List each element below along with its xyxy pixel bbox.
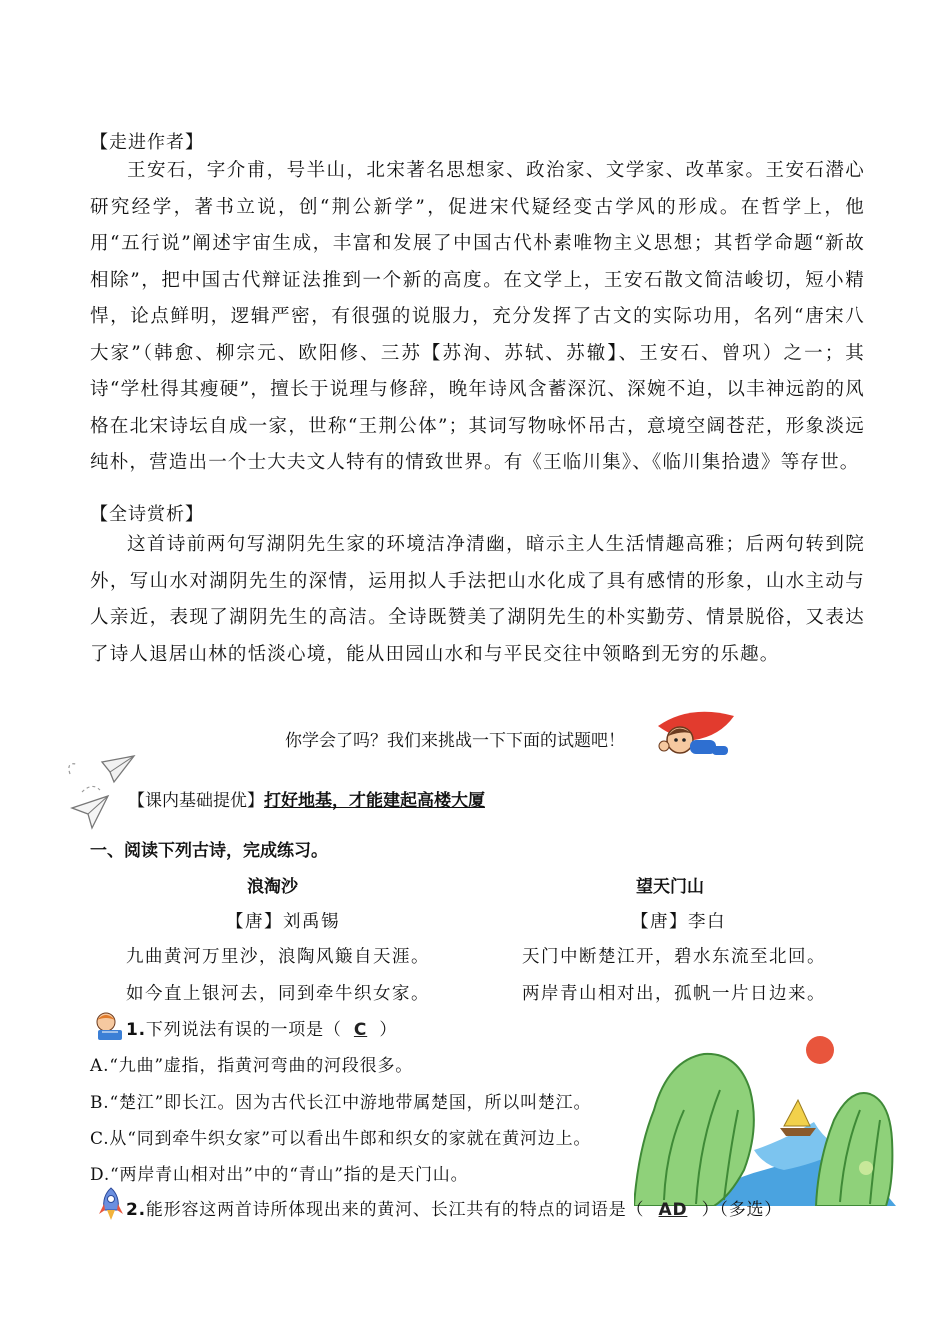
- mountain-river-illustration: [634, 1030, 896, 1206]
- poem2-line1: 天门中断楚江开，碧水东流至北回。: [522, 947, 826, 967]
- exercise-heading: 一、阅读下列古诗，完成练习。: [90, 841, 328, 861]
- poem1-line1: 九曲黄河万里沙，浪陶风簸自天涯。: [126, 947, 430, 967]
- reading-kid-icon: [92, 1010, 126, 1042]
- paper-plane-icon: [62, 752, 138, 834]
- q1-option-b: B.“楚江”即长江。因为古代长江中游地带属楚国，所以叫楚江。: [90, 1093, 592, 1113]
- author-text: 王安石，字介甫，号半山，北宋著名思想家、政治家、文学家、改革家。王安石潜心研究经学，著书立说，创“荆公新学”，促进宋代疑经变古学风的形成。在哲学上，他用“五行说”阐述宇宙生成，丰富和发展了中国古代朴素唯物主义思想；其哲学命题“新故相除”，把中国古代辩证法推到一个新的高度。在文学上，王安石散文简洁峻切，短小精悍，论点鲜明，逻辑严密，有很强的说服力，充分发挥了古文的实际功用，名列“唐宋八大家”（韩愈、柳宗元、欧阳修、三苏【苏洵、苏轼、苏辙】、王安石、曾巩）之一；其诗“学杜得其瘦硬”，擅长于说理与修辞，晚年诗风含蓄深沉、深婉不迫，以丰神远韵的风格在北宋诗坛自成一家，世称“王荆公体”；其词写物咏怀吊古，意境空阔苍茫，形象淡远纯朴，营造出一个士大夫文人特有的情致世界。有《王临川集》、《临川集拾遗》等存世。: [90, 160, 865, 473]
- basic-section-heading: [128, 786, 485, 811]
- q1-stem-end: ）: [379, 1020, 398, 1040]
- poem2-line2: 两岸青山相对出，孤帆一片日边来。: [522, 984, 826, 1004]
- analysis-paragraph: [90, 527, 865, 673]
- poem1-author: 【唐】刘禹锡: [226, 912, 340, 932]
- superhero-kid-icon: [650, 706, 738, 770]
- q1-number: 1.: [126, 1020, 146, 1040]
- author-heading: 【走进作者】: [90, 132, 204, 153]
- poem1-title: 浪淘沙: [247, 877, 298, 897]
- q2-stem-text: 能形容这两首诗所体现出来的黄河、长江共有的特点的词语是（: [145, 1200, 645, 1220]
- q1-option-a: A.“九曲”虚指，指黄河弯曲的河段很多。: [90, 1056, 414, 1076]
- rocket-icon: [96, 1186, 126, 1222]
- q1-answer: C: [353, 1020, 368, 1040]
- q1-option-d: D.“两岸青山相对出”中的“青山”指的是天门山。: [90, 1165, 469, 1185]
- basic-section-label: 【课内基础提优】: [128, 791, 264, 811]
- q1-option-c: C.从“同到牵牛织女家”可以看出牛郎和织女的家就在黄河边上。: [90, 1129, 592, 1149]
- q2-stem: [126, 1195, 782, 1220]
- q2-stem-end: ）（多选）: [701, 1200, 783, 1220]
- analysis-text: 这首诗前两句写湖阴先生家的环境洁净清幽，暗示主人生活情趣高雅；后两句转到院外，写山水对湖阴先生的深情，运用拟人手法把山水化成了具有感情的形象，山水主动与人亲近，表现了湖阴先生的高洁。全诗既赞美了湖阴先生的朴实勤劳、情景脱俗，又表达了诗人退居山林的恬淡心境，能从田园山水和与平民交往中领略到无穷的乐趣。: [90, 534, 865, 665]
- q2-number: 2.: [126, 1200, 146, 1220]
- analysis-heading: 【全诗赏析】: [90, 504, 204, 525]
- poem1-line2: 如今直上银河去，同到牵牛织女家。: [126, 984, 430, 1004]
- poem2-title: 望天门山: [636, 877, 704, 897]
- poem2-author: 【唐】李白: [631, 912, 726, 932]
- q1-stem: [126, 1015, 397, 1040]
- q1-stem-text: 下列说法有误的一项是（: [145, 1020, 342, 1040]
- basic-section-slogan: 打好地基，才能建起高楼大厦: [264, 791, 485, 811]
- challenge-text: 你学会了吗？我们来挑战一下下面的试题吧！: [285, 731, 625, 751]
- author-paragraph: [90, 153, 865, 482]
- q2-answer: AD: [658, 1200, 688, 1220]
